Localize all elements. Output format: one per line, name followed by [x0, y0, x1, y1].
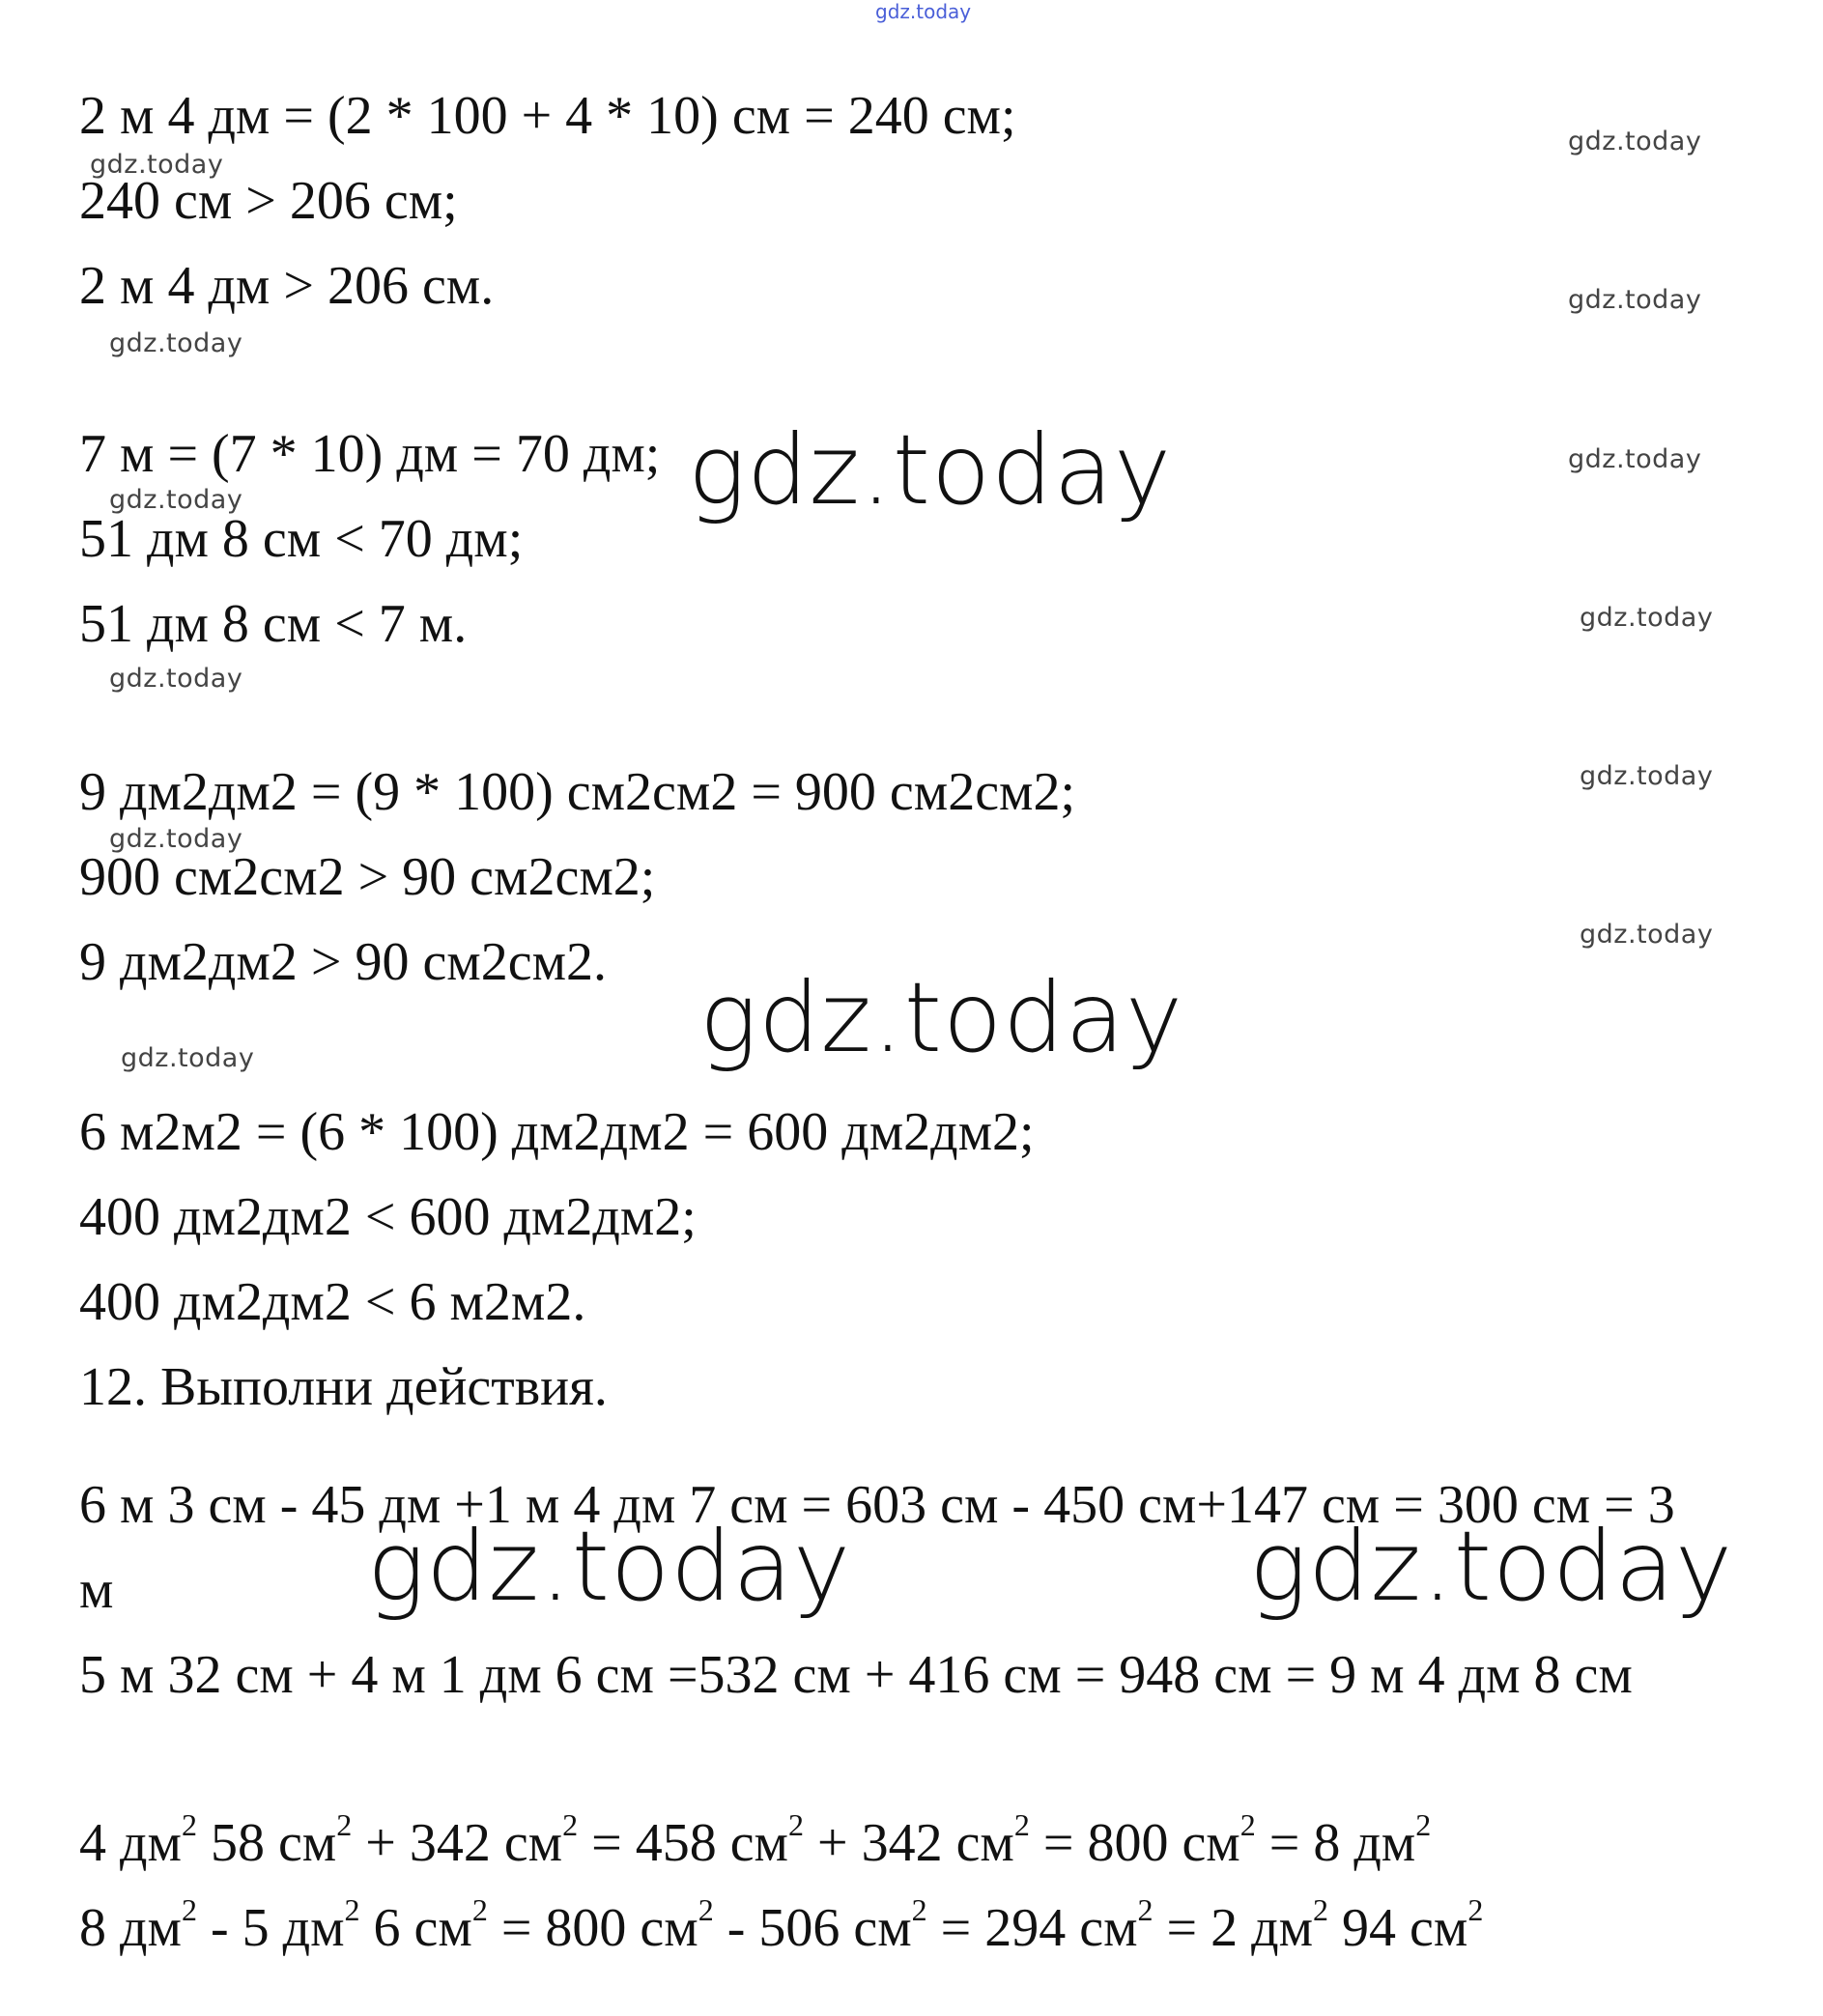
watermark-small: gdz.today: [1568, 444, 1702, 474]
equation-line: 240 см > 206 см;: [79, 171, 458, 231]
equation-line: 7 м = (7 * 10) дм = 70 дм;: [79, 424, 661, 484]
top-watermark: gdz.today: [875, 0, 972, 23]
equation-line: 9 дм2дм2 = (9 * 100) см2см2 = 900 см2см2;: [79, 762, 1076, 822]
watermark-small: gdz.today: [1568, 285, 1702, 315]
area-equation-line: 8 $дм^2 - 5$ $дм^2$ 6 $см^2 = 800$ $см^2 - 506$ $см^2 = 294$ $см^2 = 2$ $дм^2$ 94 $см^2$: [79, 1892, 1484, 1958]
watermark-small: gdz.today: [109, 824, 243, 854]
equation-line: м: [79, 1560, 114, 1620]
watermark-large: gdz.today: [367, 1510, 852, 1623]
watermark-small: gdz.today: [1580, 603, 1714, 633]
watermark-large: gdz.today: [1249, 1510, 1734, 1623]
equation-line: 51 дм 8 см < 7 м.: [79, 594, 468, 654]
equation-line: 6 м 3 см - 45 дм +1 м 4 дм 7 см = 603 см - 450 см+147 см = 300 см = 3: [79, 1475, 1675, 1535]
equation-line: 5 м 32 см + 4 м 1 дм 6 см =532 см + 416 см = 948 см = 9 м 4 дм 8 см: [79, 1645, 1633, 1705]
equation-line: 2 м 4 дм > 206 см.: [79, 256, 495, 316]
equation-line: 6 м2м2 = (6 * 100) дм2дм2 = 600 дм2дм2;: [79, 1102, 1035, 1162]
watermark-large: gdz.today: [688, 413, 1173, 526]
equation-line: 9 дм2дм2 > 90 см2см2.: [79, 932, 608, 992]
watermark-small: gdz.today: [1580, 920, 1714, 950]
watermark-small: gdz.today: [90, 150, 224, 180]
equation-line: 2 м 4 дм = (2 * 100 + 4 * 10) см = 240 см;: [79, 86, 1016, 146]
task-heading: 12. Выполни действия.: [79, 1357, 608, 1417]
equation-line: 400 дм2дм2 < 600 дм2дм2;: [79, 1187, 697, 1247]
equation-line: 400 дм2дм2 < 6 м2м2.: [79, 1272, 586, 1332]
watermark-small: gdz.today: [121, 1043, 255, 1073]
watermark-small: gdz.today: [109, 485, 243, 515]
area-equation-line: 4 $дм^2$ 58 $см^2 + 342$ $см^2 = 458$ $см^2 + 342$ $см^2 = 800$ $см^2 = 8$ $дм^2$: [79, 1807, 1432, 1873]
equation-line: 900 см2см2 > 90 см2см2;: [79, 847, 656, 907]
watermark-small: gdz.today: [1580, 761, 1714, 791]
watermark-large: gdz.today: [699, 961, 1184, 1074]
watermark-small: gdz.today: [109, 664, 243, 694]
watermark-small: gdz.today: [1568, 127, 1702, 156]
equation-line: 51 дм 8 см < 70 дм;: [79, 509, 524, 569]
watermark-small: gdz.today: [109, 328, 243, 358]
